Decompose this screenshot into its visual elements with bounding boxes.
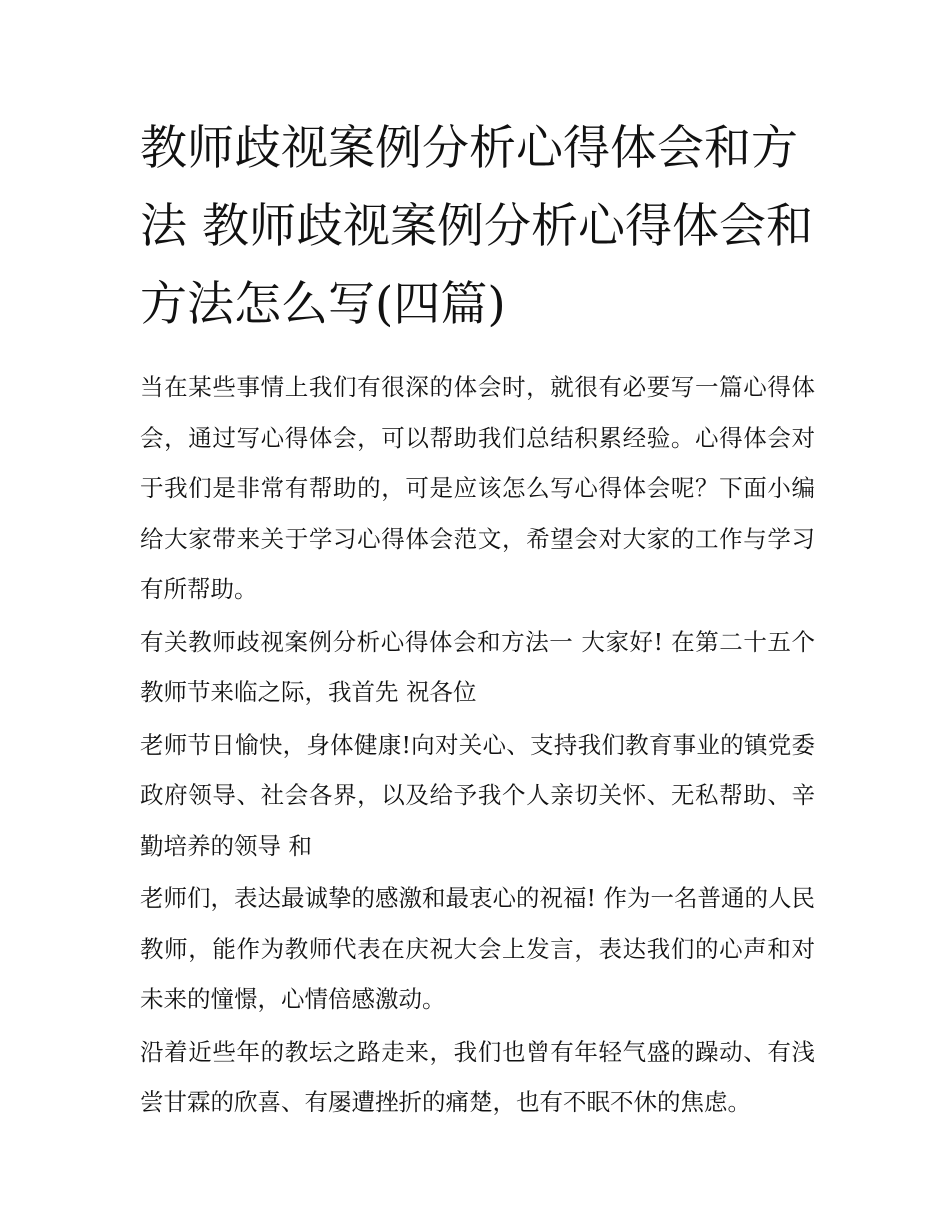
paragraph-wishes: 老师节日愉快，身体健康!向对关心、支持我们教育事业的镇党委政府领导、社会各界，以及给予我个人亲切关怀、无私帮助、辛勤培养的领导 和 (140, 730, 815, 860)
document-body (140, 110, 815, 1130)
paragraph-journey: 沿着近些年的教坛之路走来，我们也曾有年轻气盛的躁动、有浅尝甘霖的欣喜、有屡遭挫折的痛楚，也有不眠不休的焦虑。 (140, 1037, 815, 1116)
paragraph-gratitude: 老师们，表达最诚挚的感激和最衷心的祝福! 作为一名普通的人民教师，能作为教师代表在庆祝大会上发言，表达我们的心声和对未来的憧憬，心情倍感激动。 (140, 884, 815, 1013)
paragraph-greeting: 有关教师歧视案例分析心得体会和方法一 大家好! 在第二十五个教师节来临之际，我首先 祝各位 (140, 627, 815, 706)
paragraph-intro: 当在某些事情上我们有很深的体会时，就很有必要写一篇心得体会，通过写心得体会，可以帮助我们总结积累经验。心得体会对于我们是非常有帮助的，可是应该怎么写心得体会呢？下面小编给大家带来关于学习心得体会范文，希望会对大家的工作与学习有所帮助。 (140, 373, 815, 603)
document-title: 教师歧视案例分析心得体会和方法 教师歧视案例分析心得体会和方法怎么写(四篇) (140, 121, 813, 332)
